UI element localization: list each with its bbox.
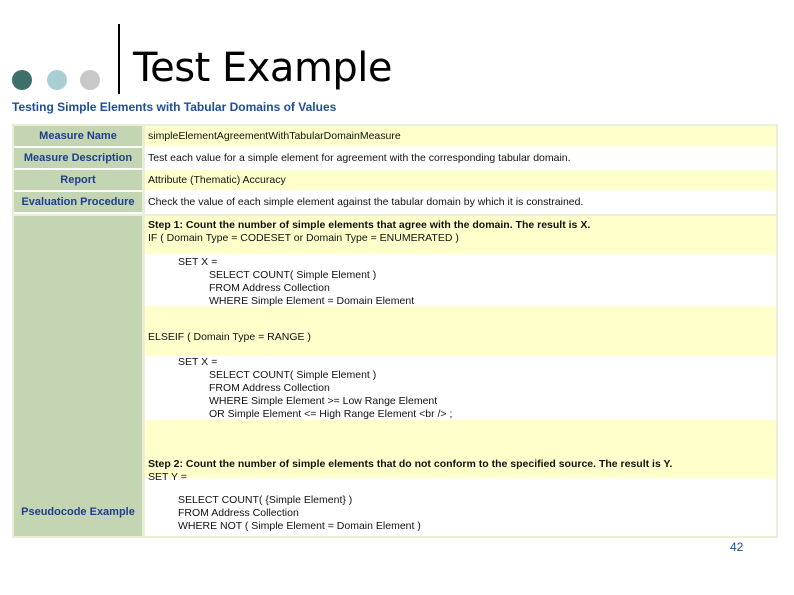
value-evaluation-procedure: Check the value of each simple element against the tabular domain by which it is constrained. xyxy=(145,192,776,214)
step2-text: Step 2: Count the number of simple elements that do not conform to the specified source. The result is Y. xyxy=(148,458,673,470)
select-line-2: SELECT COUNT( Simple Element ) xyxy=(209,369,377,381)
label-evaluation-procedure: Evaluation Procedure xyxy=(14,192,142,214)
select-line-3: SELECT COUNT( {Simple Element} ) xyxy=(178,494,353,506)
dot-dark-teal xyxy=(12,70,32,90)
title-divider xyxy=(118,24,120,94)
set-y-line: SET Y = xyxy=(148,471,187,483)
slide-title: Test Example xyxy=(133,45,393,91)
step1-text: Step 1: Count the number of simple elements that agree with the domain. The result is X. xyxy=(148,219,591,231)
or-line-2: OR Simple Element <= High Range Element <br /> ; xyxy=(209,408,453,420)
pseudocode-cell xyxy=(145,216,776,536)
label-pseudocode-example xyxy=(14,216,142,536)
label-measure-name: Measure Name xyxy=(14,126,142,148)
where-line-2: WHERE Simple Element >= Low Range Element xyxy=(209,395,438,407)
where-line-1: WHERE Simple Element = Domain Element xyxy=(209,295,415,307)
value-measure-name: simpleElementAgreementWithTabularDomainMeasure xyxy=(145,126,776,148)
where-line-3: WHERE NOT ( Simple Element = Domain Element ) xyxy=(178,520,421,532)
value-report: Attribute (Thematic) Accuracy xyxy=(145,170,776,192)
set-x-line-1: SET X = xyxy=(178,256,218,268)
if-line: IF ( Domain Type = CODESET or Domain Type = ENUMERATED ) xyxy=(148,232,459,244)
label-report: Report xyxy=(14,170,142,192)
set-x-line-2: SET X = xyxy=(178,356,218,368)
select-line-1: SELECT COUNT( Simple Element ) xyxy=(209,269,377,281)
from-line-1: FROM Address Collection xyxy=(209,282,330,294)
pseudocode-label-text: Pseudocode Example xyxy=(21,506,135,518)
elseif-line: ELSEIF ( Domain Type = RANGE ) xyxy=(148,331,311,343)
from-line-3: FROM Address Collection xyxy=(178,507,299,519)
measure-table xyxy=(12,124,778,538)
from-line-2: FROM Address Collection xyxy=(209,382,330,394)
value-measure-description: Test each value for a simple element for agreement with the corresponding tabular domain. xyxy=(145,148,776,170)
dot-light-gray xyxy=(80,70,100,90)
page-number: 42 xyxy=(730,540,744,554)
dot-light-blue xyxy=(47,70,67,90)
label-measure-description: Measure Description xyxy=(14,148,142,170)
slide-subtitle: Testing Simple Elements with Tabular Domains of Values xyxy=(12,100,337,114)
